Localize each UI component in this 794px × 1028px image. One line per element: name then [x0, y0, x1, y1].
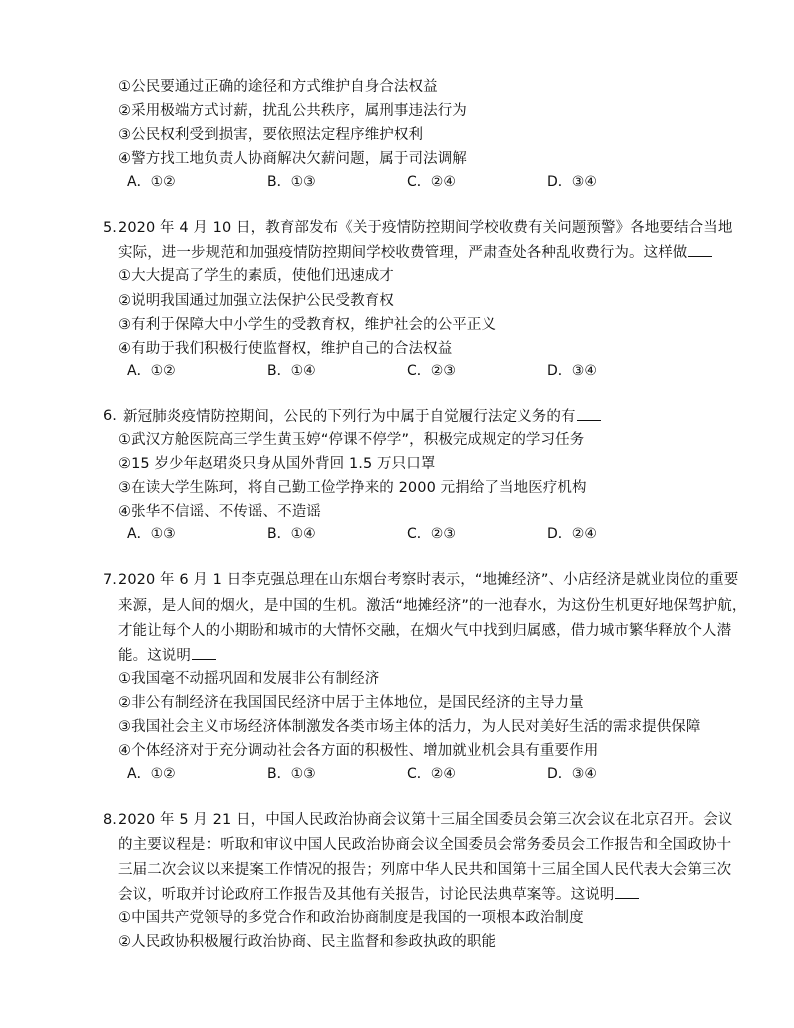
q8-line-1: 2020 年 5 月 21 日，中国人民政治协商会议第十三届全国委员会第三次会议在北京召开。会议 — [118, 812, 733, 828]
q5-choices — [127, 361, 647, 381]
q7-choice-a[interactable]: A．①② — [127, 766, 176, 782]
q7-answer-blank[interactable] — [192, 645, 216, 660]
q7-line-1: 2020 年 6 月 1 日李克强总理在山东烟台考察时表示，“地摊经济”、小店经济是就业岗位的重要 — [118, 572, 739, 588]
q6-line-1-text: 新冠肺炎疫情防控期间，公民的下列行为中属于自觉履行法定义务的有 — [123, 409, 576, 425]
q5-choice-c[interactable]: C．②③ — [407, 363, 456, 379]
q8-statement-2: ②人民政协积极履行政治协商、民主监督和参政执政的职能 — [118, 934, 497, 950]
q5-statement-4: ④有助于我们积极行使监督权，维护自己的合法权益 — [118, 341, 453, 357]
q4-statement-2: ②采用极端方式讨薪，扰乱公共秩序，属刑事违法行为 — [118, 103, 467, 119]
q5-choice-a[interactable]: A．①② — [127, 363, 176, 379]
q5-line-1: 2020 年 4 月 10 日，教育部发布《关于疫情防控期间学校收费有关问题预警》各地要结合当地 — [118, 220, 733, 236]
q8-answer-blank[interactable] — [615, 884, 639, 899]
q5-line-2-text: 实际，进一步规范和加强疫情防控期间学校收费管理，严肃查处各种乱收费行为。这样做 — [118, 245, 688, 261]
q4-choices — [127, 172, 647, 192]
q6-choice-c[interactable]: C．②③ — [407, 526, 456, 542]
q8-line-4-text: 会议，听取并讨论政府工作报告及其他有关报告，讨论民法典草案等。这说明 — [118, 887, 615, 903]
q8-line-3: 三届二次会议以来提案工作情况的报告；列席中华人民共和国第十三届全国人民代表大会第三次 — [118, 862, 732, 878]
q8-number: 8. — [103, 812, 117, 828]
q8-line-4 — [118, 884, 698, 905]
q4-choice-a[interactable]: A．①② — [127, 174, 176, 190]
q7-statement-2: ②非公有制经济在我国国民经济中居于主体地位，是国民经济的主导力量 — [118, 695, 584, 711]
q7-number: 7. — [103, 572, 117, 588]
q7-statement-1: ①我国毫不动摇巩固和发展非公有制经济 — [118, 671, 380, 687]
q6-answer-blank[interactable] — [577, 406, 601, 421]
q5-line-2 — [118, 242, 698, 263]
q4-choice-b[interactable]: B．①③ — [267, 174, 316, 190]
q7-choice-c[interactable]: C．②④ — [407, 766, 456, 782]
q4-choice-c[interactable]: C．②④ — [407, 174, 456, 190]
q6-statement-1: ①武汉方舱医院高三学生黄玉婷“停课不停学”，积极完成规定的学习任务 — [118, 432, 585, 448]
q4-statement-4: ④警方找工地负责人协商解决欠薪问题，属于司法调解 — [118, 151, 467, 167]
q6-number: 6. — [103, 408, 117, 424]
q7-choices — [127, 764, 647, 784]
q7-statement-4: ④个体经济对于充分调动社会各方面的积极性、增加就业机会具有重要作用 — [118, 743, 599, 759]
q6-choice-b[interactable]: B．①④ — [267, 526, 316, 542]
q5-answer-blank[interactable] — [688, 242, 712, 257]
q5-choice-d[interactable]: D．③④ — [547, 363, 597, 379]
q5-choice-b[interactable]: B．①④ — [267, 363, 316, 379]
q6-choice-a[interactable]: A．①③ — [127, 526, 176, 542]
q8-statement-1: ①中国共产党领导的多党合作和政治协商制度是我国的一项根本政治制度 — [118, 910, 584, 926]
q5-statement-2: ②说明我国通过加强立法保护公民受教育权 — [118, 293, 394, 309]
q6-statement-4: ④张华不信谣、不传谣、不造谣 — [118, 504, 321, 520]
q4-choice-d[interactable]: D．③④ — [547, 174, 597, 190]
q5-number: 5. — [103, 220, 117, 236]
q6-statement-3: ③在读大学生陈珂，将自己勤工俭学挣来的 2000 元捐给了当地医疗机构 — [118, 480, 587, 496]
q6-choice-d[interactable]: D．②④ — [547, 526, 597, 542]
q6-choices — [127, 524, 647, 544]
q4-statement-1: ①公民要通过正确的途径和方式维护自身合法权益 — [118, 79, 438, 95]
q6-statement-2: ②15 岁少年赵珺炎只身从国外背回 1.5 万只口罩 — [118, 456, 436, 472]
q4-statement-3: ③公民权利受到损害，要依照法定程序维护权利 — [118, 127, 424, 143]
q7-line-2: 来源，是人间的烟火，是中国的生机。激活“地摊经济”的一池春水，为这份生机更好地保驾护航， — [118, 598, 747, 614]
q7-choice-b[interactable]: B．①③ — [267, 766, 316, 782]
q5-statement-3: ③有利于保障大中小学生的受教育权，维护社会的公平正义 — [118, 317, 497, 333]
q7-line-4 — [118, 645, 698, 666]
q5-statement-1: ①大大提高了学生的素质，使他们迅速成才 — [118, 268, 394, 284]
q7-statement-3: ③我国社会主义市场经济体制激发各类市场主体的活力，为人民对美好生活的需求提供保障 — [118, 719, 701, 735]
q7-line-4-text: 能。这说明 — [118, 648, 191, 664]
q6-line-1 — [123, 406, 703, 427]
q8-line-2: 的主要议程是：听取和审议中国人民政治协商会议全国委员会常务委员会工作报告和全国政协十 — [118, 837, 732, 853]
q7-line-3: 才能让每个人的小期盼和城市的大情怀交融，在烟火气中找到归属感，借力城市繁华释放个人潜 — [118, 623, 732, 639]
q7-choice-d[interactable]: D．③④ — [547, 766, 597, 782]
